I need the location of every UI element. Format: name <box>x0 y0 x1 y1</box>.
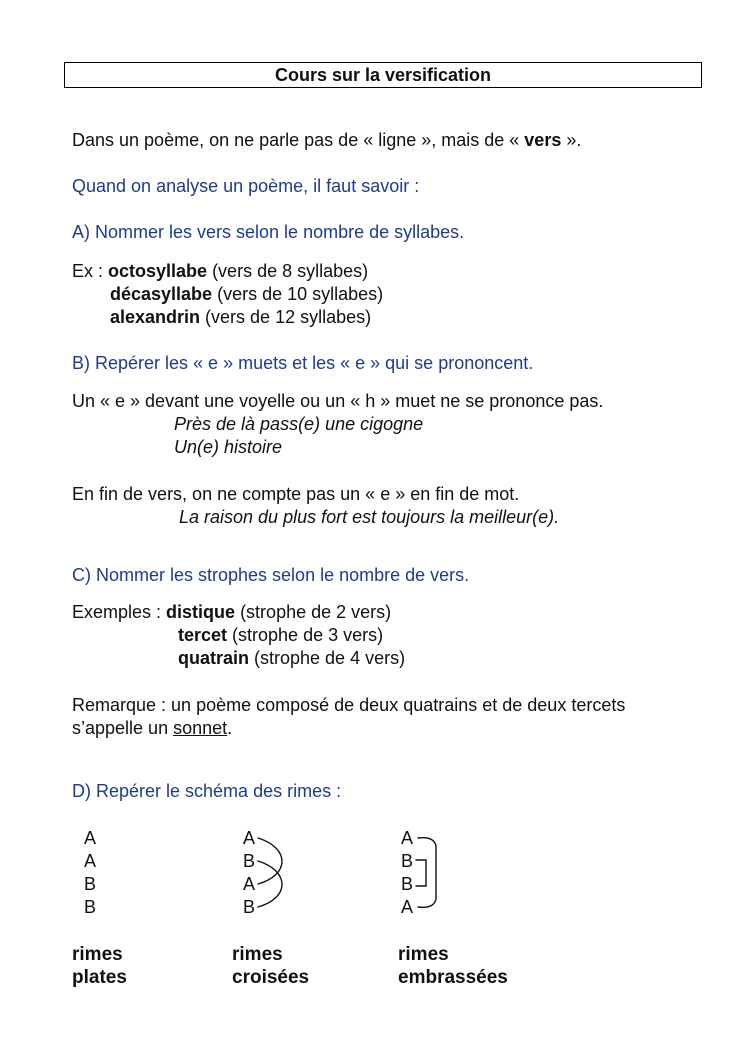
croisees-arc <box>258 838 282 884</box>
sonnet-term: sonnet <box>173 718 228 738</box>
scheme-label: rimes <box>72 944 123 965</box>
rule-text: En fin de vers, on ne compte pas un « e » en fin de mot. <box>72 484 520 504</box>
strophe-desc: (strophe de 2 vers) <box>235 602 392 622</box>
section-c-heading: C) Nommer les strophes selon le nombre de vers. <box>72 565 470 585</box>
embrassees-inner-bracket <box>416 860 426 886</box>
remark-text: s’appelle un <box>72 718 174 738</box>
rhyme-letter: A <box>400 828 413 848</box>
strophe-term: quatrain <box>178 648 250 668</box>
rhyme-letter: B <box>242 897 255 917</box>
section-b-heading: B) Repérer les « e » muets et les « e » qui se prononcent. <box>72 353 534 373</box>
syllable-desc: (vers de 8 syllabes) <box>207 261 369 281</box>
strophe-desc: (strophe de 3 vers) <box>227 625 384 645</box>
page-title: Cours sur la versification <box>64 62 702 88</box>
intro-bold-term: vers <box>524 130 562 150</box>
rhyme-letter: B <box>400 851 413 871</box>
rhyme-letter: B <box>400 874 413 894</box>
rhyme-letter: B <box>83 897 96 917</box>
examples-prefix: Exemples : <box>72 602 167 622</box>
rhyme-letter: B <box>83 874 96 894</box>
example-verse: Un(e) histoire <box>174 437 283 457</box>
remark-text: . <box>227 718 233 738</box>
syllable-term: alexandrin <box>110 307 201 327</box>
syllable-term: décasyllabe <box>110 284 213 304</box>
strophe-desc: (strophe de 4 vers) <box>249 648 406 668</box>
scheme-label: plates <box>72 967 127 988</box>
rhyme-letter: B <box>242 851 255 871</box>
rhyme-letter: A <box>242 828 255 848</box>
example-verse: Près de là pass(e) une cigogne <box>174 414 424 434</box>
rhyme-letter: A <box>83 828 96 848</box>
rhyme-letter: A <box>242 874 255 894</box>
remark-line: Remarque : un poème composé de deux quatrains et de deux tercets <box>72 695 626 715</box>
example-verse: La raison du plus fort est toujours la meilleur(e). <box>179 507 560 527</box>
intro-text-1: Dans un poème, on ne parle pas de « ligne », mais de « <box>72 130 525 150</box>
scheme-label: rimes <box>398 944 449 965</box>
analyse-line: Quand on analyse un poème, il faut savoir : <box>72 176 420 196</box>
scheme-label: croisées <box>232 967 310 988</box>
syllable-term: octosyllabe <box>108 261 208 281</box>
syllable-desc: (vers de 10 syllabes) <box>212 284 384 304</box>
croisees-arc <box>258 861 282 907</box>
strophe-term: tercet <box>178 625 228 645</box>
embrassees-outer-bracket <box>418 838 436 908</box>
scheme-label: rimes <box>232 944 283 965</box>
section-d-heading: D) Repérer le schéma des rimes : <box>72 781 342 801</box>
rule-text: Un « e » devant une voyelle ou un « h » muet ne se prononce pas. <box>72 391 604 411</box>
syllable-desc: (vers de 12 syllabes) <box>200 307 372 327</box>
section-a-heading: A) Nommer les vers selon le nombre de syllabes. <box>72 222 465 242</box>
scheme-label: embrassées <box>398 967 508 988</box>
rhyme-letter: A <box>400 897 413 917</box>
intro-text-2: ». <box>561 130 582 150</box>
strophe-term: distique <box>166 602 236 622</box>
rhyme-letter: A <box>83 851 96 871</box>
ex-prefix: Ex : <box>72 261 109 281</box>
